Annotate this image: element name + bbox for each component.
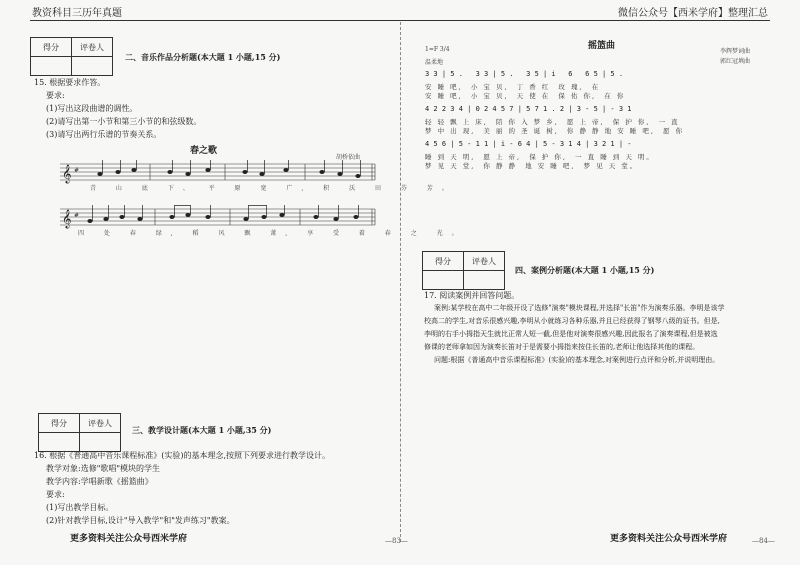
header-rule	[30, 20, 770, 21]
header-right: 微信公众号【西米学府】整理汇总	[618, 8, 768, 19]
q16-line-6: (2)针对教学目标,设计"导入教学"和"发声练习"教案。	[46, 516, 235, 525]
grader-label: 评卷人	[80, 42, 104, 52]
song-title-spring: 春之歌	[190, 146, 218, 156]
q17-line-5: 修课的老师拿如因为演奏长笛对于是需要小拇指来按住长笛的,老师让他选择其他的课程。	[424, 343, 700, 351]
section-2-title: 二、音乐作品分析题(本大题 1 小题,15 分)	[125, 52, 281, 62]
q17-line-1: 17. 阅读案例并回答问题。	[424, 291, 520, 300]
grader-cell	[464, 271, 504, 289]
score-box-section3	[38, 413, 121, 452]
q15-item-1: (1)写出这段曲谱的调性。	[46, 104, 138, 113]
grader-cell	[72, 57, 112, 75]
svg-text:#: #	[74, 167, 80, 174]
q15-req: 要求:	[46, 91, 65, 100]
svg-text:𝄞: 𝄞	[62, 164, 72, 183]
score-cell	[423, 271, 464, 289]
jianpu-lyrics-1a: 安 睡 吧, 小 宝 贝, 丁 香 红 玫 瑰, 在	[425, 83, 601, 91]
lyrics-line-1: 青 山 底 下、 平 原 宽 广, 积 沃 田 芬 芳。	[90, 185, 457, 192]
question-16	[34, 449, 330, 527]
q15-title: 15. 根据要求作答。	[34, 78, 106, 87]
jianpu-lyrics-1b: 安 睡 吧, 小 宝 贝, 天 使 在 保 佑 你, 在 你	[425, 92, 626, 100]
score-label: 得分	[423, 252, 464, 270]
footer-right: 更多资料关注公众号西米学府	[610, 534, 728, 544]
jianpu-row-1: 3 3 | 5 . 3 3 | 5 . 3 5 | i 6 6 5 | 5 .	[425, 70, 624, 78]
song-author-spring: 胡桥依曲	[336, 154, 361, 161]
section-3-title: 三、教学设计题(本大题 1 小题,35 分)	[132, 425, 272, 435]
footer-left: 更多资料关注公众号西米学府	[70, 534, 188, 544]
q15-item-3: (3)请写出两行乐谱的节奏关系。	[46, 130, 162, 139]
page-divider	[400, 22, 401, 542]
grader-label: 评卷人	[88, 418, 112, 428]
song-tempo: 温柔地	[425, 59, 444, 66]
song-key: 1=F 3/4	[425, 46, 450, 53]
q17-line-3: 校高二的学生,对音乐很感兴趣,李明从小就练习各种乐器,并且已经获得了钢琴八级的证书。但是,	[424, 317, 720, 325]
jianpu-row-2: 4 2 2 3 4 | 0 2 4 5 7 | 5 7 1 . 2 | 3 - 5 | - 3 1	[425, 105, 632, 113]
q16-line-1: 16. 根据《普通高中音乐课程标准》(实验)的基本理念,按照下列要求进行教学设计。	[34, 451, 331, 460]
jianpu-lyrics-3b: 梦 见 天 堂, 你 静 静 地 安 睡 吧, 梦 见 天 堂。	[425, 162, 639, 170]
q16-line-5: (1)写出教学目标。	[46, 503, 114, 512]
song-author-2: 郭红冠填曲	[720, 58, 751, 65]
score-label: 得分	[39, 414, 80, 432]
page-number-right: —84—	[752, 537, 775, 545]
song-author-1: 李辉梦词曲	[720, 48, 751, 55]
header-left: 教资科目三历年真题	[32, 8, 122, 19]
grader-label: 评卷人	[472, 256, 496, 266]
score-label: 得分	[31, 38, 72, 56]
jianpu-lyrics-3a: 睡 到 天 明, 愿 上 帝, 保 护 你, 一 直 睡 到 天 明。	[425, 153, 655, 161]
q17-line-6: 问题:根据《普通高中音乐课程标准》(实验)的基本理念,对案例进行点评和分析,并说明理由。	[434, 356, 720, 364]
question-15	[34, 76, 201, 141]
q17-line-2: 案例:某学校在高中二年级开设了选修"演奏"模块课程,并选择"长笛"作为演奏乐器。李明是该学	[434, 304, 725, 312]
q16-line-4: 要求:	[46, 490, 65, 499]
q17-line-4: 李明的右手小拇指天生就比正常人短一截,但是他对演奏很感兴趣,因此报名了演奏课程,但是被选	[424, 330, 718, 338]
song-title-lullaby: 摇篮曲	[588, 41, 616, 51]
q16-line-3: 教学内容:学唱新歌《摇篮曲》	[46, 477, 153, 486]
jianpu-lyrics-2a: 轻 轻 飘 上 床, 陪 你 入 梦 乡, 愿 上 帝, 保 护 你, 一 直	[425, 118, 680, 126]
jianpu-lyrics-2b: 梦 中 出 现, 美 丽 的 圣 诞 树, 你 静 静 地 安 睡 吧, 愿 你	[425, 127, 685, 135]
svg-text:𝄞: 𝄞	[62, 209, 72, 228]
lyrics-line-2: 四 处 春 绿, 稻 风 飘 萧, 享 受 着 春 之 光。	[78, 230, 467, 237]
score-cell	[31, 57, 72, 75]
score-box-section4	[422, 251, 505, 290]
q16-line-2: 教学对象:选修"歌唱"模块的学生	[46, 464, 161, 473]
q15-item-2: (2)请写出第一小节和第三小节的和弦级数。	[46, 117, 202, 126]
page-number-left: —83—	[385, 537, 408, 545]
jianpu-row-3: 4 5 6 | 5 - 1 1 | i - 6 4 | 5 - 3 1 4 | 3 2 1 | -	[425, 140, 632, 148]
section-4-title: 四、案例分析题(本大题 1 小题,15 分)	[515, 265, 655, 275]
score-box-section2	[30, 37, 113, 76]
svg-text:#: #	[74, 212, 80, 219]
question-17	[424, 289, 774, 367]
